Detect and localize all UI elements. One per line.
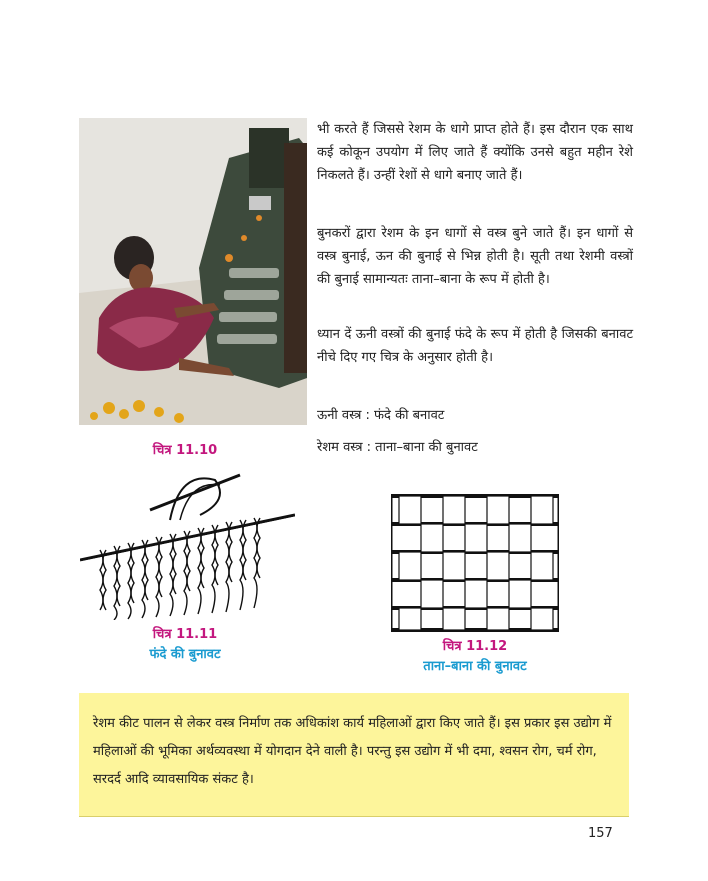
figure-11-11-subtitle: फंदे की बुनावट — [149, 647, 221, 662]
paragraph-1: भी करते हैं जिससे रेशम के धागे प्राप्त होते हैं। इस दौरान एक साथ कई कोकून उपयोग में लिए जाते हैं क्योंकि उनसे बहुत महीन रेशे निकलते हैं। उन्हीं रेशों से धागे बनाए जाते हैं। — [317, 122, 633, 183]
warp-weft-weave-illustration — [391, 494, 559, 632]
paragraph-3: ध्यान दें ऊनी वस्त्रों की बुनाई फंदे के रूप में होती है जिसकी बनावट नीचे दिए गए चित्र के अनुसार होती है। — [317, 327, 633, 365]
figure-11-10-caption: चित्र 11.10 — [152, 443, 218, 458]
note-text: रेशम कीट पालन से लेकर वस्त्र निर्माण तक अधिकांश कार्य महिलाओं द्वारा किए जाते हैं। इस प्रकार इस उद्योग में महिलाओं की भूमिका अर्थव्यवस्था में योगदान देने वाली है। परन्तु इस उद्योग में भी दमा, श्वसन रोग, चर्म रोग, सरदर्द आदि व्यावसायिक संकट है। — [93, 716, 612, 787]
note-box — [79, 693, 629, 817]
page-number: 157 — [588, 826, 613, 841]
wool-structure-line: ऊनी वस्त्र : फंदे की बनावट — [317, 408, 445, 423]
knitting-loop-illustration — [80, 470, 295, 620]
paragraph-2: बुनकरों द्वारा रेशम के इन धागों से वस्त्र बुने जाते हैं। इन धागों से वस्त्र बुनाई, ऊन की बुनाई से भिन्न होती है। सूती तथा रेशमी वस्त्रों की बुनाई सामान्यतः ताना–बाना के रूप में होती है। — [317, 226, 633, 287]
figure-11-12-subtitle: ताना–बाना की बुनावट — [423, 659, 527, 674]
figure-11-12-caption: चित्र 11.12 — [442, 639, 508, 654]
silk-reeling-photo — [79, 118, 307, 425]
figure-11-11-caption: चित्र 11.11 — [152, 627, 218, 642]
silk-structure-line: रेशम वस्त्र : ताना–बाना की बुनावट — [317, 440, 478, 455]
